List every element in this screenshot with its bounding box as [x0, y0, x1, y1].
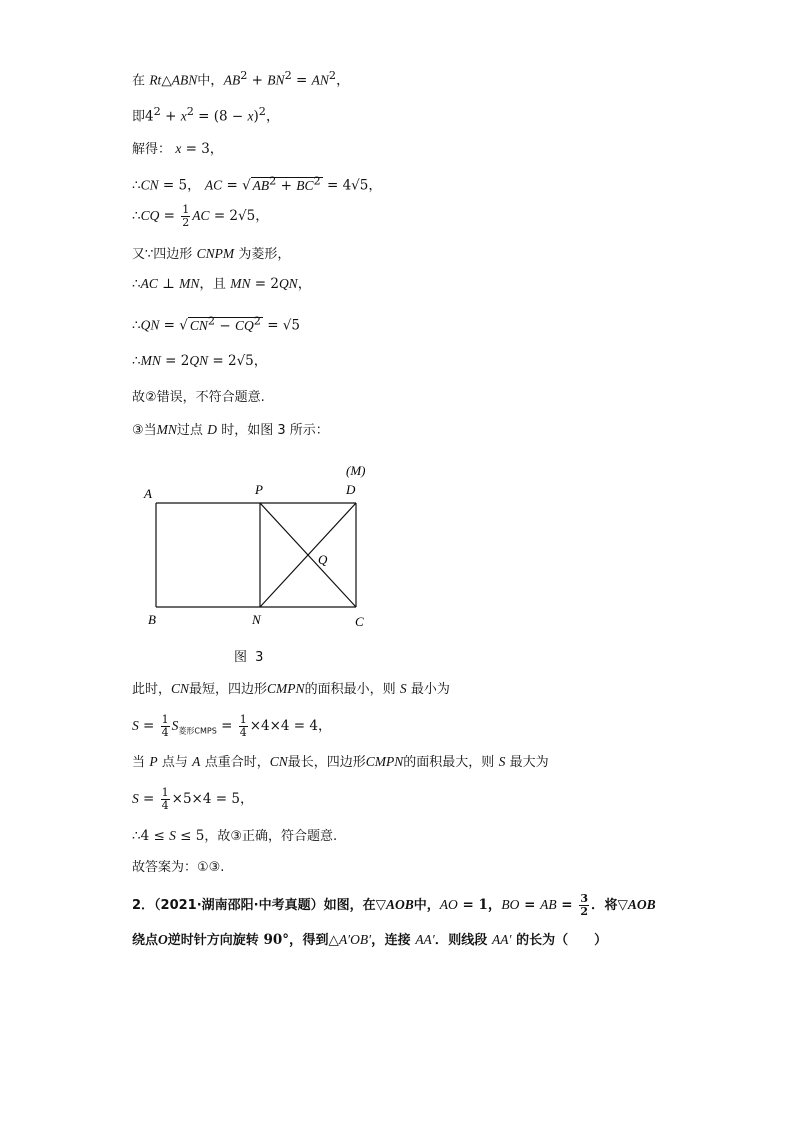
- label-D: D: [346, 482, 356, 497]
- solution-line-13: S = $\frac{1}{4}$ $S_{菱形CMPS}$ = $\frac{1}{4}$ ×4×4 = 4，: [132, 713, 332, 739]
- label-A: A: [144, 486, 152, 501]
- label-C: C: [355, 614, 364, 629]
- question-2-line-1: 2．（2021·湖南邵阳·中考真题）如图，在▽AOB中，AO = 1，BO = AB = $\frac{3}{2}$ ．将▽AOB: [132, 892, 656, 918]
- geometry-diagram: [132, 456, 392, 641]
- label-B: B: [148, 612, 156, 627]
- solution-line-9: ∴MN = 2QN = 2√5，: [132, 353, 268, 369]
- solution-line-2: 即$4^2 + x^2 = (8 - x)^2$，: [132, 105, 280, 125]
- label-Q: Q: [318, 552, 328, 567]
- solution-line-11: ③当MN过点 D 时，如图 3 所示：: [132, 422, 329, 438]
- solution-line-4: ∴CN = 5， AC = √ $AB^2 + BC^2 = 4√5$，: [132, 174, 382, 194]
- solution-line-5: ∴CQ = $\frac{1}{2}$ AC = 2√5，: [132, 203, 269, 229]
- solution-line-10: 故②错误，不符合题意.: [132, 390, 265, 405]
- label-N: N: [252, 612, 261, 627]
- figure-caption: 图 3: [234, 650, 266, 665]
- solution-line-12: 此时，CN最短，四边形CMPN的面积最小，则 S 最小为: [132, 681, 450, 697]
- solution-line-16: ∴4 ≤ S ≤ 5，故③正确，符合题意.: [132, 828, 338, 844]
- figure-3: [132, 456, 392, 641]
- solution-line-14: 当 P 点与 A 点重合时，CN最长，四边形CMPN的面积最大，则 S 最大为: [132, 754, 549, 770]
- solution-line-15: S = $\frac{1}{4}$ ×5×4 = 5，: [132, 786, 254, 812]
- label-M: (M): [346, 463, 366, 478]
- solution-line-6: 又∵四边形 CNPM 为菱形，: [132, 246, 291, 262]
- solution-line-17: 故答案为：①③.: [132, 860, 225, 875]
- solution-line-8: ∴QN = √ $CN^2 - CQ^2 = √5$: [132, 314, 300, 334]
- solution-line-3: 解得： x = 3，: [132, 141, 224, 157]
- solution-line-7: ∴AC ⊥ MN，且 MN = 2QN，: [132, 276, 312, 292]
- question-2-line-2: 绕点O逆时针方向旋转 90°，得到△A′OB′，连接 AA′．则线段 AA′ 的长为（ ）: [132, 932, 608, 948]
- label-P: P: [255, 482, 263, 497]
- solution-line-1: 在 Rt△ABN中，$AB^2 + BN^2 = AN^2$，: [132, 69, 350, 89]
